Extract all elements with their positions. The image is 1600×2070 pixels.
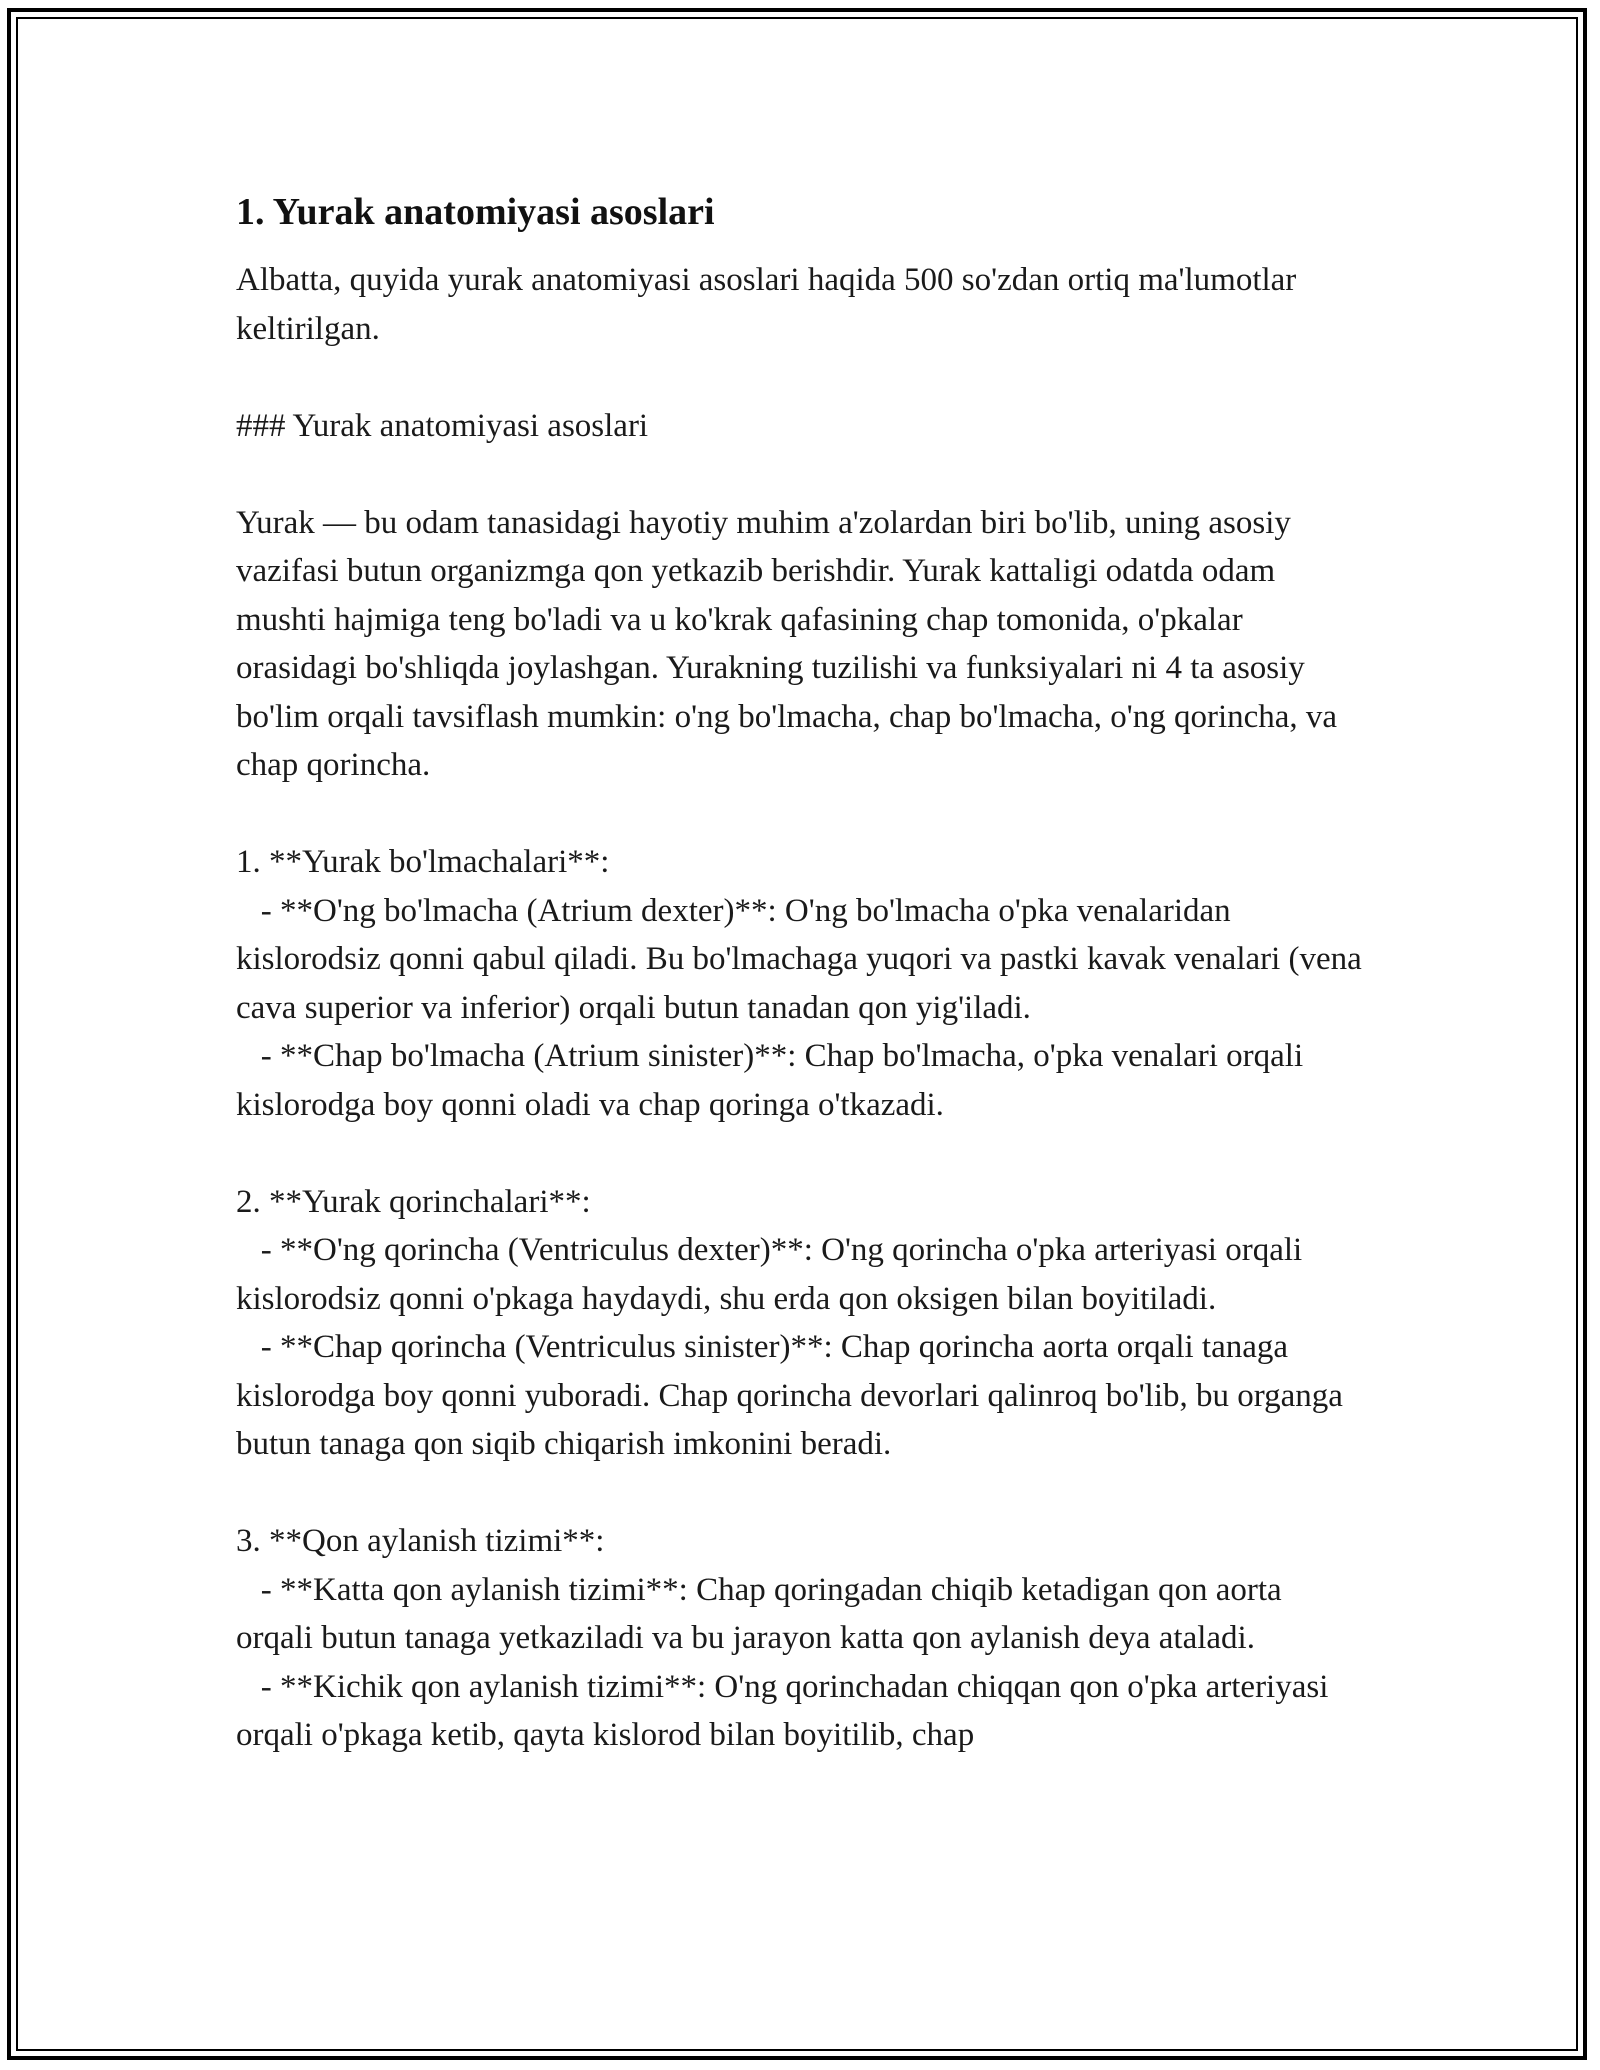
paragraph-gap	[236, 450, 1366, 499]
intro-paragraph: Albatta, quyida yurak anatomiyasi asoslari haqida 500 so'zdan ortiq ma'lumotlar keltirilgan.	[236, 262, 1305, 347]
list-item: - **Chap bo'lmacha (Atrium sinister)**: Chap bo'lmacha, o'pka venalari orqali kislorodga boy qonni oladi va chap qoringa o'tkazadi.	[236, 1038, 1312, 1123]
section-heading: 1. **Yurak bo'lmachalari**:	[236, 844, 610, 880]
list-item: - **Katta qon aylanish tizimi**: Chap qoringadan chiqib ketadigan qon aorta orqali butun tanaga yetkaziladi va bu jarayon katta qon aylanish deya ataladi.	[236, 1571, 1290, 1656]
document-title: 1. Yurak anatomiyasi asoslari	[236, 191, 715, 233]
list-item: - **O'ng bo'lmacha (Atrium dexter)**: O'ng bo'lmacha o'pka venalaridan kislorodsiz qonni qabul qiladi. Bu bo'lmachaga yuqori va pastki kavak venalari (vena cava superior va inferior) orqali butun tanadan qon yig'iladi.	[236, 892, 1371, 1026]
section-heading: 3. **Qon aylanish tizimi**:	[236, 1523, 605, 1559]
list-item: - **Chap qorincha (Ventriculus sinister)**: Chap qorincha aorta orqali tanaga kislorodga boy qonni yuboradi. Chap qorincha devorlari qalinroq bo'lib, bu organga butun tanaga qon siqib chiqarish imkonini beradi.	[236, 1329, 1352, 1462]
paragraph-gap	[236, 790, 1366, 839]
paragraph-gap	[236, 1129, 1366, 1178]
subheading: ### Yurak anatomiyasi asoslari	[236, 407, 649, 444]
section-circulation	[236, 1517, 1366, 1760]
paragraph-gap	[236, 353, 1366, 402]
paragraph-gap	[236, 1469, 1366, 1518]
list-item: - **Kichik qon aylanish tizimi**: O'ng qorinchadan chiqqan qon o'pka arteriyasi orqali o'pkaga ketib, qayta kislorod bilan boyitilib, chap	[236, 1668, 1337, 1753]
list-item: - **O'ng qorincha (Ventriculus dexter)**: O'ng qorincha o'pka arteriyasi orqali kislorodsiz qonni o'pkaga haydaydi, shu erda qon oksigen bilan boyitiladi.	[236, 1232, 1311, 1317]
overview-paragraph: Yurak — bu odam tanasidagi hayotiy muhim a'zolardan biri bo'lib, uning asosiy vazifasi butun organizmga qon yetkazib berishdir. Yurak kattaligi odatda odam mushti hajmiga teng bo'ladi va u ko'krak qafasining chap tomonida, o'pkalar orasidagi bo'shliqda joylashgan. Yurakning tuzilishi va funksiyalari ni 4 ta asosiy bo'lim orqali tavsiflash mumkin: o'ng bo'lmacha, chap bo'lmacha, o'ng qorincha, va chap qorincha.	[236, 504, 1346, 783]
section-heading: 2. **Yurak qorinchalari**:	[236, 1183, 591, 1220]
section-atria	[236, 838, 1371, 1129]
section-ventricles	[236, 1178, 1366, 1469]
document-body	[236, 186, 1371, 1760]
